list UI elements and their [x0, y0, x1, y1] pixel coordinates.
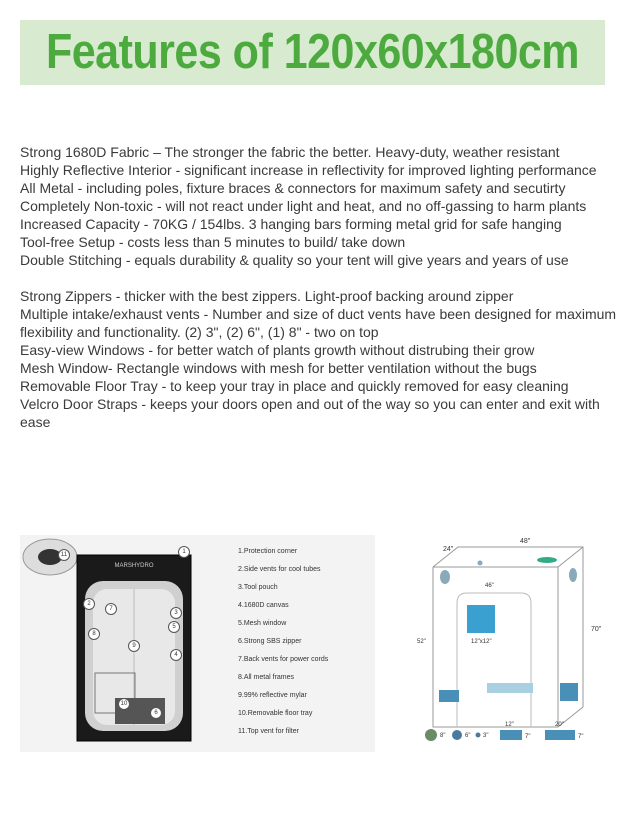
dim-height: 70"	[591, 626, 602, 633]
legend-item: 7.Back vents for power cords	[238, 656, 329, 663]
window-square	[467, 605, 495, 633]
legend-item: 10.Removable floor tray	[238, 710, 313, 717]
feature-legend	[238, 543, 328, 741]
marker-8: 8	[88, 628, 100, 640]
feature-list	[20, 143, 620, 431]
vent-8-label: 8"	[440, 733, 446, 739]
feature-item: Tool-free Setup - costs less than 5 minutes to build/ take down	[20, 234, 406, 250]
top-vent-inset	[22, 537, 82, 577]
marker-5: 5	[168, 621, 180, 633]
legend-item: 8.All metal frames	[238, 674, 295, 681]
feature-item: Double Stitching - equals durability & quality so your tent will give years and years of use	[20, 252, 569, 268]
legend-item: 11.Top vent for filter	[238, 728, 299, 735]
marker-6: 6	[150, 707, 162, 719]
dim-depth: 24"	[443, 546, 454, 553]
mesh-7a-label: 7"	[525, 734, 531, 740]
dim-door: 52"	[417, 639, 426, 645]
dimension-diagram	[405, 535, 610, 750]
marker-1: 1	[178, 546, 190, 558]
feature-item: Multiple intake/exhaust vents - Number and size of duct vents have been designed for maximum flexibility and functionality. (2) 3", (2) 6", (1) 8" - two on top	[20, 306, 617, 340]
feature-item: Removable Floor Tray - to keep your tray in place and quickly removed for easy cleaning	[20, 378, 569, 394]
vent-6-label: 6"	[465, 733, 471, 739]
feature-item: Easy-view Windows - for better watch of plants growth without distrubing their grow	[20, 342, 535, 358]
legend-item: 4.1680D canvas	[238, 602, 289, 609]
legend-item: 3.Tool pouch	[238, 584, 278, 591]
feature-item: Highly Reflective Interior - significant increase in reflectivity for improved lighting performance	[20, 162, 597, 178]
feature-item: Completely Non-toxic - will not react under light and heat, and no off-gassing to harm plants	[20, 198, 587, 214]
marker-3: 3	[170, 607, 182, 619]
feature-item: All Metal - including poles, fixture braces & connectors for maximum safety and secutirty	[20, 180, 566, 196]
marker-4: 4	[170, 649, 182, 661]
legend-item: 6.Strong SBS zipper	[238, 638, 302, 645]
mesh-12-label: 12"	[505, 722, 514, 728]
feature-item: Mesh Window- Rectangle windows with mesh for better ventilation without the bugs	[20, 360, 537, 376]
marker-2: 2	[83, 598, 95, 610]
marker-9: 9	[128, 640, 140, 652]
feature-item: Increased Capacity - 70KG / 154lbs. 3 hanging bars forming metal grid for safe hanging	[20, 216, 562, 232]
vent-3-label: 3"	[483, 733, 489, 739]
window-label: 12"x12"	[471, 639, 492, 645]
mesh-7b-label: 7"	[578, 734, 584, 740]
feature-item: Strong Zippers - thicker with the best zippers. Light-proof backing around zipper	[20, 288, 514, 304]
page-title: Features of 120x60x180cm	[45, 24, 580, 80]
dim-width: 48"	[520, 538, 531, 545]
product-photo	[20, 535, 375, 752]
legend-item: 9.99% reflective mylar	[238, 692, 307, 699]
legend-item: 5.Mesh window	[238, 620, 287, 627]
brand-label: MARSHYDRO	[114, 563, 154, 569]
feature-item: Velcro Door Straps - keeps your doors open and out of the way so you can enter and exit with ease	[20, 396, 600, 430]
dim-inner: 46"	[485, 583, 494, 589]
marker-11: 11	[58, 549, 70, 561]
mesh-20-label: 20"	[555, 722, 564, 728]
legend-item: 1.Protection corner	[238, 548, 298, 555]
marker-7: 7	[105, 603, 117, 615]
feature-item: Strong 1680D Fabric – The stronger the fabric the better. Heavy-duty, weather resistant	[20, 144, 560, 160]
legend-item: 2.Side vents for cool tubes	[238, 566, 321, 573]
title-banner	[20, 20, 605, 85]
marker-10: 10	[118, 698, 130, 710]
